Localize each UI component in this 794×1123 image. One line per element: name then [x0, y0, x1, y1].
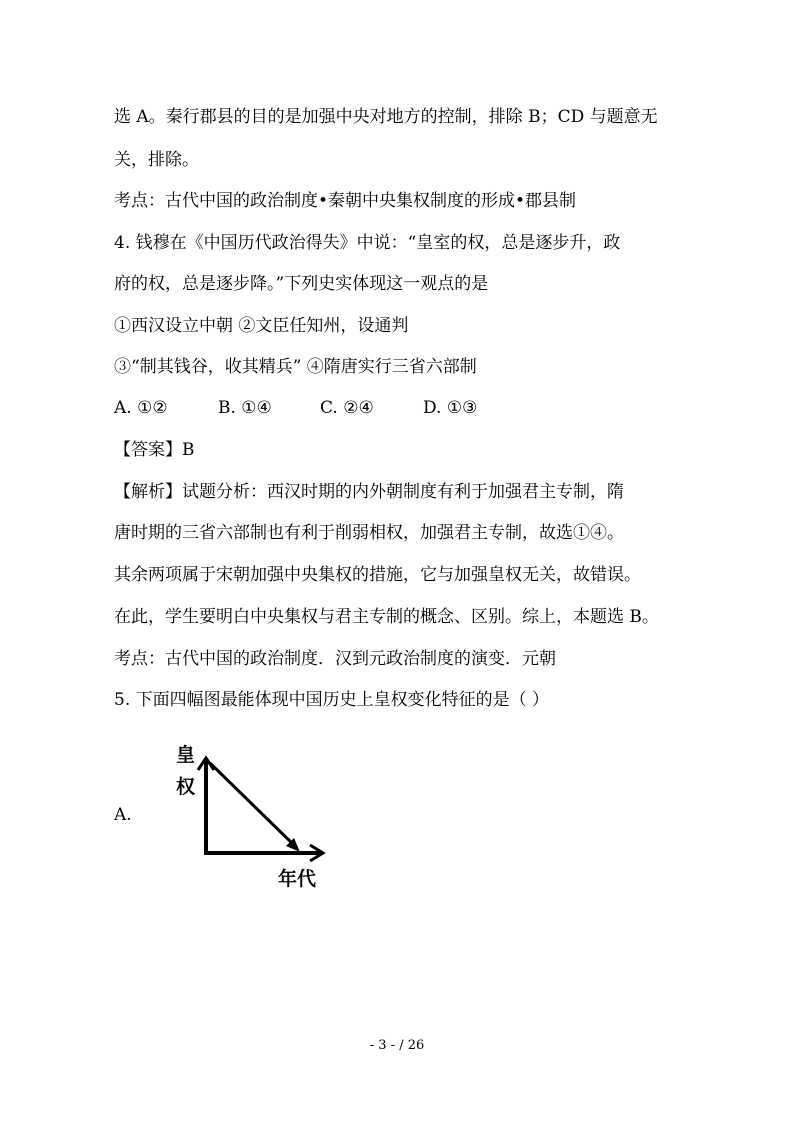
question-4-stem: 4. 钱穆在《中国历代政治得失》中说：“皇室的权，总是逐步升，政 [114, 233, 621, 253]
answer: 【答案】B [114, 440, 195, 460]
question-4-options [114, 397, 477, 419]
option-b: B. ①④ [218, 398, 272, 418]
text-line: 考点：古代中国的政治制度•秦朝中央集权制度的形成•郡县制 [114, 191, 577, 211]
page-number: - 3 - / 26 [369, 1038, 425, 1053]
analysis: 其余两项属于宋朝加强中央集权的措施，它与加强皇权无关，故错误。 [114, 565, 641, 585]
option-d: D. ①③ [423, 398, 478, 418]
question-4-statements: ①西汉设立中朝 ②文臣任知州，设通判 [114, 316, 409, 336]
y-axis-label: 皇 [176, 744, 196, 766]
trend-line [210, 763, 297, 848]
text-line: 府的权，总是逐步降。”下列史实体现这一观点的是 [114, 274, 489, 294]
text-line: 关，排除。 [114, 150, 199, 170]
graph-option-label: A. [114, 805, 132, 825]
option-c: C. ②④ [320, 398, 374, 418]
question-4-statements: ③“制其钱谷，收其精兵” ④隋唐实行三省六部制 [114, 357, 477, 377]
question-5-stem: 5. 下面四幅图最能体现中国历史上皇权变化特征的是（ ） [114, 690, 550, 710]
analysis: 在此，学生要明白中央集权与君主专制的概念、区别。综上，本题选 B。 [114, 607, 659, 627]
text-line: 选 A。秦行郡县的目的是加强中央对地方的控制，排除 B；CD 与题意无 [114, 107, 658, 127]
x-axis-label: 年代 [278, 868, 317, 890]
power-trend-graph [160, 738, 340, 893]
knowledge-point: 考点：古代中国的政治制度．汉到元政治制度的演变．元朝 [114, 649, 556, 669]
option-a: A. ①② [114, 398, 168, 418]
analysis: 唐时期的三省六部制也有利于削弱相权，加强君主专制，故选①④。 [114, 523, 624, 543]
analysis: 【解析】试题分析：西汉时期的内外朝制度有利于加强君主专制，隋 [114, 482, 624, 502]
y-axis-label: 权 [176, 776, 196, 798]
